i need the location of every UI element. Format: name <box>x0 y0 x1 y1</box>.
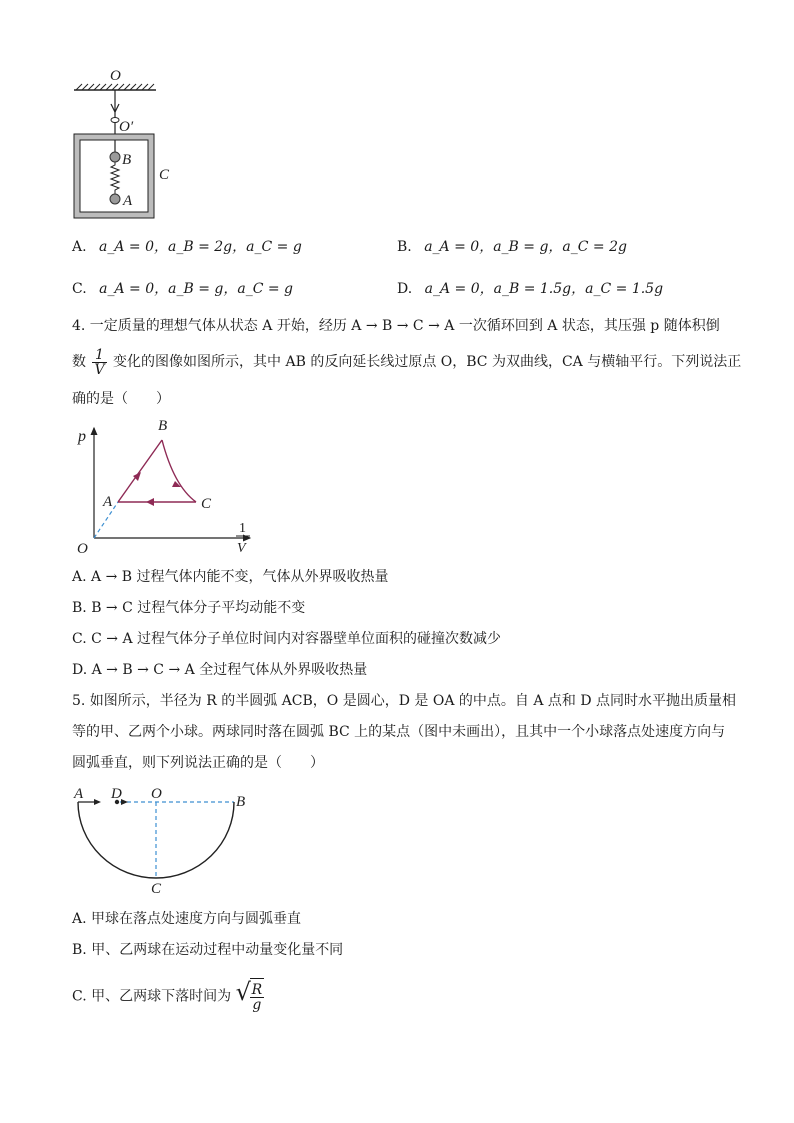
q4-x-axis-num: 1 <box>239 521 246 536</box>
q5-stem-line1: 5. 如图所示，半径为 R 的半圆弧 ACB，O 是圆心，D 是 OA 的中点。自 A 点和 D 点同时水平抛出质量相 <box>72 693 737 709</box>
q4-option-b[interactable]: B. B → C 过程气体分子平均动能不变 <box>72 600 306 616</box>
q5-label-d: D <box>111 786 122 802</box>
q5-option-c-text: C. 甲、乙两球下落时间为 <box>72 988 232 1005</box>
q3-option-b[interactable] <box>397 237 627 257</box>
q3-option-b-letter: B. <box>397 239 412 255</box>
q5-arrow-a <box>94 799 101 805</box>
q4-process-bc <box>162 440 196 502</box>
q4-stem-line2-post: 变化的图像如图所示，其中 AB 的反向延长线过原点 O，BC 为双曲线，CA 与横轴平行。下列说法正 <box>113 354 742 370</box>
q3-label-a: A <box>123 193 133 209</box>
q4-origin-label: O <box>77 541 88 557</box>
q4-stem-frac-den: V <box>94 361 105 378</box>
q3-label-c: C <box>159 167 170 183</box>
q5-option-b[interactable]: B. 甲、乙两球在运动过程中动量变化量不同 <box>72 942 344 958</box>
q4-y-axis-label: p <box>78 428 86 445</box>
q4-process-ab <box>118 440 162 502</box>
q3-option-c[interactable] <box>72 279 293 299</box>
q4-point-b-label: B <box>158 418 168 434</box>
q5-arrow-d <box>121 799 128 805</box>
q5-label-o: O <box>151 786 162 802</box>
q5-option-c-sqrt: √ $\frac{R}{g}$ <box>236 978 265 1015</box>
q4-stem-line3: 确的是（ ） <box>72 391 170 407</box>
q4-point-a-label: A <box>103 494 113 510</box>
q3-option-c-text: a_A = 0，a_B = g，a_C = g <box>99 281 293 297</box>
q4-pv-graph <box>70 414 260 559</box>
q5-semicircle-figure <box>70 784 260 899</box>
q3-option-d[interactable] <box>397 279 663 299</box>
q4-stem-line1: 4. 一定质量的理想气体从状态 A 开始，经历 A → B → C → A 一次循环回到 A 状态，其压强 p 随体积倒 <box>72 318 720 334</box>
q5-option-c-den: g <box>252 996 262 1013</box>
q5-option-c[interactable] <box>72 978 264 1015</box>
q3-option-a-letter: A. <box>72 239 87 255</box>
q5-option-c-num: R <box>251 981 263 998</box>
q4-point-c-label: C <box>201 496 212 512</box>
q3-option-a[interactable] <box>72 237 302 257</box>
q4-stem-fraction <box>92 348 106 377</box>
q3-label-o-prime: O′ <box>119 119 134 135</box>
q4-stem-frac-num: 1 <box>92 348 106 363</box>
q4-stem-line2-pre: 数 <box>72 354 86 370</box>
q3-option-c-letter: C. <box>72 281 87 297</box>
q5-label-b: B <box>236 794 246 810</box>
q3-option-b-text: a_A = 0，a_B = g，a_C = 2g <box>424 239 627 255</box>
q5-stem-line2: 等的甲、乙两个小球。两球同时落在圆弧 BC 上的某点（图中未画出），且其中一个小球落点处速度方向与 <box>72 724 726 740</box>
q5-option-a[interactable]: A. 甲球在落点处速度方向与圆弧垂直 <box>72 911 302 927</box>
q3-option-d-text: a_A = 0，a_B = 1.5g，a_C = 1.5g <box>424 281 664 297</box>
q5-stem-line3: 圆弧垂直，则下列说法正确的是（ ） <box>72 755 324 771</box>
q3-option-a-text: a_A = 0，a_B = 2g，a_C = g <box>99 239 302 255</box>
q3-option-d-letter: D. <box>397 281 413 297</box>
q5-label-a: A <box>74 786 84 802</box>
q3-label-o: O <box>110 68 121 84</box>
q5-label-c: C <box>151 881 162 897</box>
q3-figure <box>66 60 186 225</box>
q4-option-a[interactable]: A. A → B 过程气体内能不变，气体从外界吸收热量 <box>72 569 389 585</box>
q4-arrow-ca <box>146 498 154 506</box>
q4-stem-line2 <box>72 347 741 377</box>
q4-option-d[interactable]: D. A → B → C → A 全过程气体从外界吸收热量 <box>72 662 368 678</box>
q3-label-b: B <box>122 152 132 168</box>
q4-x-axis-den: V <box>237 541 246 556</box>
q4-option-c[interactable]: C. C → A 过程气体分子单位时间内对容器壁单位面积的碰撞次数减少 <box>72 631 502 647</box>
